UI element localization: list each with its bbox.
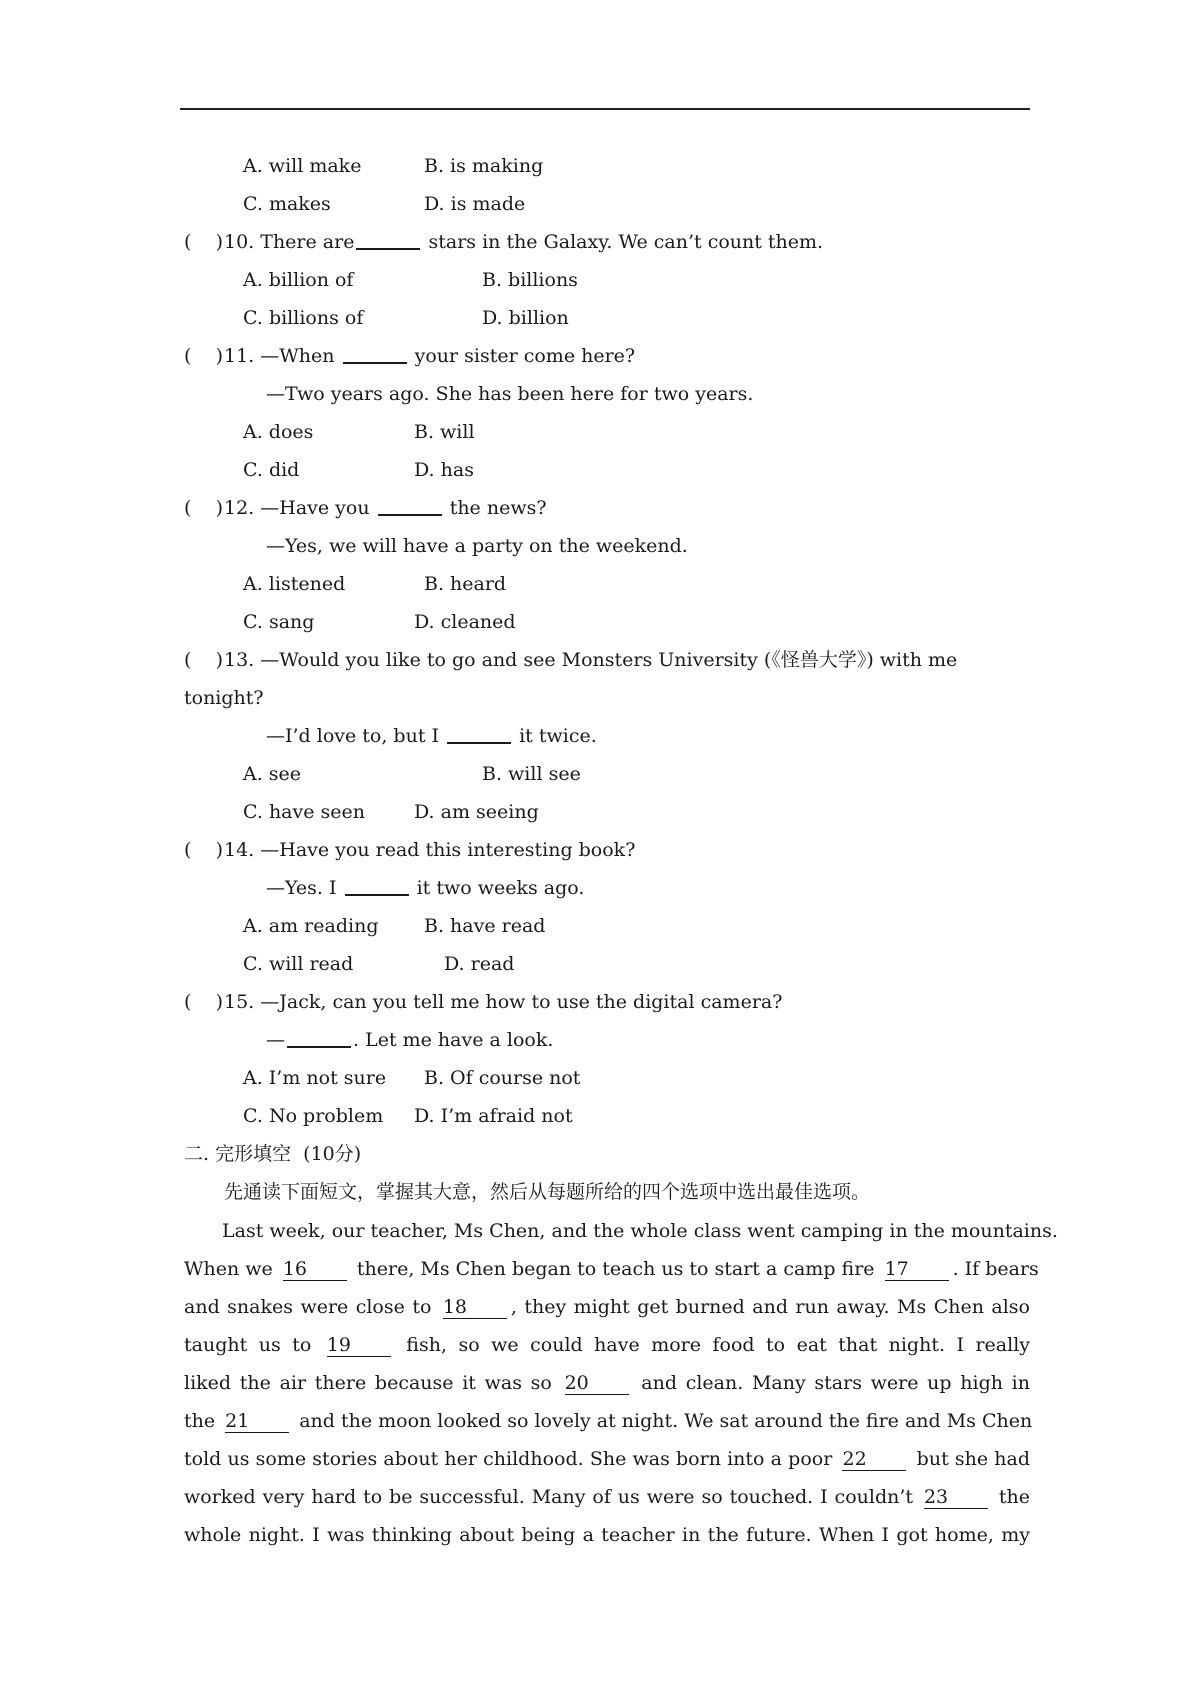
section-instruction: 先通读下面短文，掌握其大意，然后从每题所给的四个选项中选出最佳选项。 xyxy=(224,1181,871,1203)
q11-option-d[interactable]: D. has xyxy=(414,459,474,481)
q10-stem xyxy=(224,230,823,254)
q14-text: —Have you read this interesting book? xyxy=(260,839,636,861)
q11-number: 11. xyxy=(224,345,255,367)
cloze-blank-20[interactable]: 20 xyxy=(565,1372,629,1395)
passage-line: When we 16 there, Ms Chen began to teach us to start a camp fire 17 . If bears xyxy=(184,1258,1039,1280)
q11-stem xyxy=(224,344,635,368)
cloze-blank-17[interactable]: 17 xyxy=(885,1258,949,1281)
q13-option-d[interactable]: D. am seeing xyxy=(414,801,539,823)
q14-option-a[interactable]: A. am reading xyxy=(243,915,379,937)
passage-line: the 21 and the moon looked so lovely at night. We sat around the fire and Ms Chen xyxy=(184,1410,1033,1432)
q15-reply-after: . Let me have a look. xyxy=(353,1029,554,1051)
q12-option-b[interactable]: B. heard xyxy=(424,573,507,595)
q15-reply-before: — xyxy=(266,1029,285,1051)
q11-option-c[interactable]: C. did xyxy=(243,459,300,481)
q13-number: 13. xyxy=(224,649,255,671)
passage-line: told us some stories about her childhood. She was born into a poor 22 but she had xyxy=(184,1448,1031,1470)
q15-option-b[interactable]: B. Of course not xyxy=(424,1067,581,1089)
q10-option-b[interactable]: B. billions xyxy=(482,269,578,291)
q10-text-after: stars in the Galaxy. We can’t count them. xyxy=(428,231,824,253)
q14-number: 14. xyxy=(224,839,255,861)
q13-option-a[interactable]: A. see xyxy=(243,763,302,785)
passage-line: taught us to 19 fish, so we could have more food to eat that night. I really xyxy=(184,1334,1031,1356)
q10-text-before: There are xyxy=(260,231,355,253)
cloze-blank-16[interactable]: 16 xyxy=(283,1258,347,1281)
cloze-blank-22[interactable]: 22 xyxy=(842,1448,906,1471)
q11-answer-paren[interactable]: ( ) xyxy=(184,345,223,367)
q9-option-d[interactable]: D. is made xyxy=(424,193,526,215)
passage-line: liked the air there because it was so 20 and clean. Many stars were up high in xyxy=(184,1372,1030,1394)
q10-option-d[interactable]: D. billion xyxy=(482,307,569,329)
q12-option-d[interactable]: D. cleaned xyxy=(414,611,516,633)
q11-reply: —Two years ago. She has been here for two years. xyxy=(266,383,754,405)
passage-line: whole night. I was thinking about being a teacher in the future. When I got home, my xyxy=(184,1524,1030,1546)
q15-text: —Jack, can you tell me how to use the digital camera? xyxy=(260,991,783,1013)
q9-option-b[interactable]: B. is making xyxy=(424,155,544,177)
q13-blank[interactable] xyxy=(447,724,511,744)
q12-text-before: —Have you xyxy=(260,497,370,519)
q14-option-d[interactable]: D. read xyxy=(444,953,515,975)
q14-stem xyxy=(224,838,635,862)
q13-reply xyxy=(266,724,597,748)
q9-option-c[interactable]: C. makes xyxy=(243,193,331,215)
passage-line: and snakes were close to 18 , they might get burned and run away. Ms Chen also xyxy=(184,1296,1030,1318)
q12-stem xyxy=(224,496,547,520)
q12-answer-paren[interactable]: ( ) xyxy=(184,497,223,519)
q14-blank[interactable] xyxy=(345,876,409,896)
q13-answer-paren[interactable]: ( ) xyxy=(184,649,223,671)
cloze-blank-21[interactable]: 21 xyxy=(225,1410,289,1433)
q9-option-a[interactable]: A. will make xyxy=(243,155,362,177)
cloze-blank-19[interactable]: 19 xyxy=(327,1334,391,1357)
q10-number: 10. xyxy=(224,231,255,253)
q12-blank[interactable] xyxy=(378,496,442,516)
q15-number: 15. xyxy=(224,991,255,1013)
q15-reply xyxy=(266,1028,553,1052)
q13-option-c[interactable]: C. have seen xyxy=(243,801,365,823)
q12-option-a[interactable]: A. listened xyxy=(243,573,346,595)
q14-option-c[interactable]: C. will read xyxy=(243,953,354,975)
q14-reply-before: —Yes. I xyxy=(266,877,337,899)
q12-text-after: the news? xyxy=(449,497,547,519)
cloze-blank-23[interactable]: 23 xyxy=(924,1486,988,1509)
q14-answer-paren[interactable]: ( ) xyxy=(184,839,223,861)
q14-reply xyxy=(266,876,584,900)
q10-option-c[interactable]: C. billions of xyxy=(243,307,364,329)
cloze-passage xyxy=(184,1212,1058,1554)
q10-answer-paren[interactable]: ( ) xyxy=(184,231,223,253)
q13-reply-before: —I’d love to, but I xyxy=(266,725,440,747)
passage-line: worked very hard to be successful. Many of us were so touched. I couldn’t 23 the xyxy=(184,1486,1031,1508)
q12-option-c[interactable]: C. sang xyxy=(243,611,315,633)
header-rule xyxy=(180,108,1030,110)
q14-option-b[interactable]: B. have read xyxy=(424,915,546,937)
q11-option-a[interactable]: A. does xyxy=(243,421,314,443)
q13-text-continued: tonight? xyxy=(184,687,264,709)
q10-blank[interactable] xyxy=(356,230,420,250)
q15-option-a[interactable]: A. I’m not sure xyxy=(243,1067,387,1089)
q11-text-after: your sister come here? xyxy=(414,345,636,367)
q15-stem xyxy=(224,990,782,1014)
q13-text: —Would you like to go and see Monsters University (《怪兽大学》) with me xyxy=(260,649,958,671)
q11-text-before: —When xyxy=(260,345,335,367)
q15-answer-paren[interactable]: ( ) xyxy=(184,991,223,1013)
q10-option-a[interactable]: A. billion of xyxy=(243,269,354,291)
passage-line: Last week, our teacher, Ms Chen, and the whole class went camping in the mountains. xyxy=(222,1220,1058,1242)
cloze-blank-18[interactable]: 18 xyxy=(443,1296,507,1319)
q13-option-b[interactable]: B. will see xyxy=(482,763,581,785)
q15-option-c[interactable]: C. No problem xyxy=(243,1105,384,1127)
q11-blank[interactable] xyxy=(343,344,407,364)
section-heading: 二. 完形填空 (10分) xyxy=(184,1143,362,1165)
q15-option-d[interactable]: D. I’m afraid not xyxy=(414,1105,573,1127)
q12-reply: —Yes, we will have a party on the weekend. xyxy=(266,535,688,557)
q11-option-b[interactable]: B. will xyxy=(414,421,475,443)
q13-reply-after: it twice. xyxy=(519,725,597,747)
q13-stem xyxy=(224,648,957,672)
q15-blank[interactable] xyxy=(287,1028,351,1048)
q12-number: 12. xyxy=(224,497,255,519)
q14-reply-after: it two weeks ago. xyxy=(416,877,585,899)
